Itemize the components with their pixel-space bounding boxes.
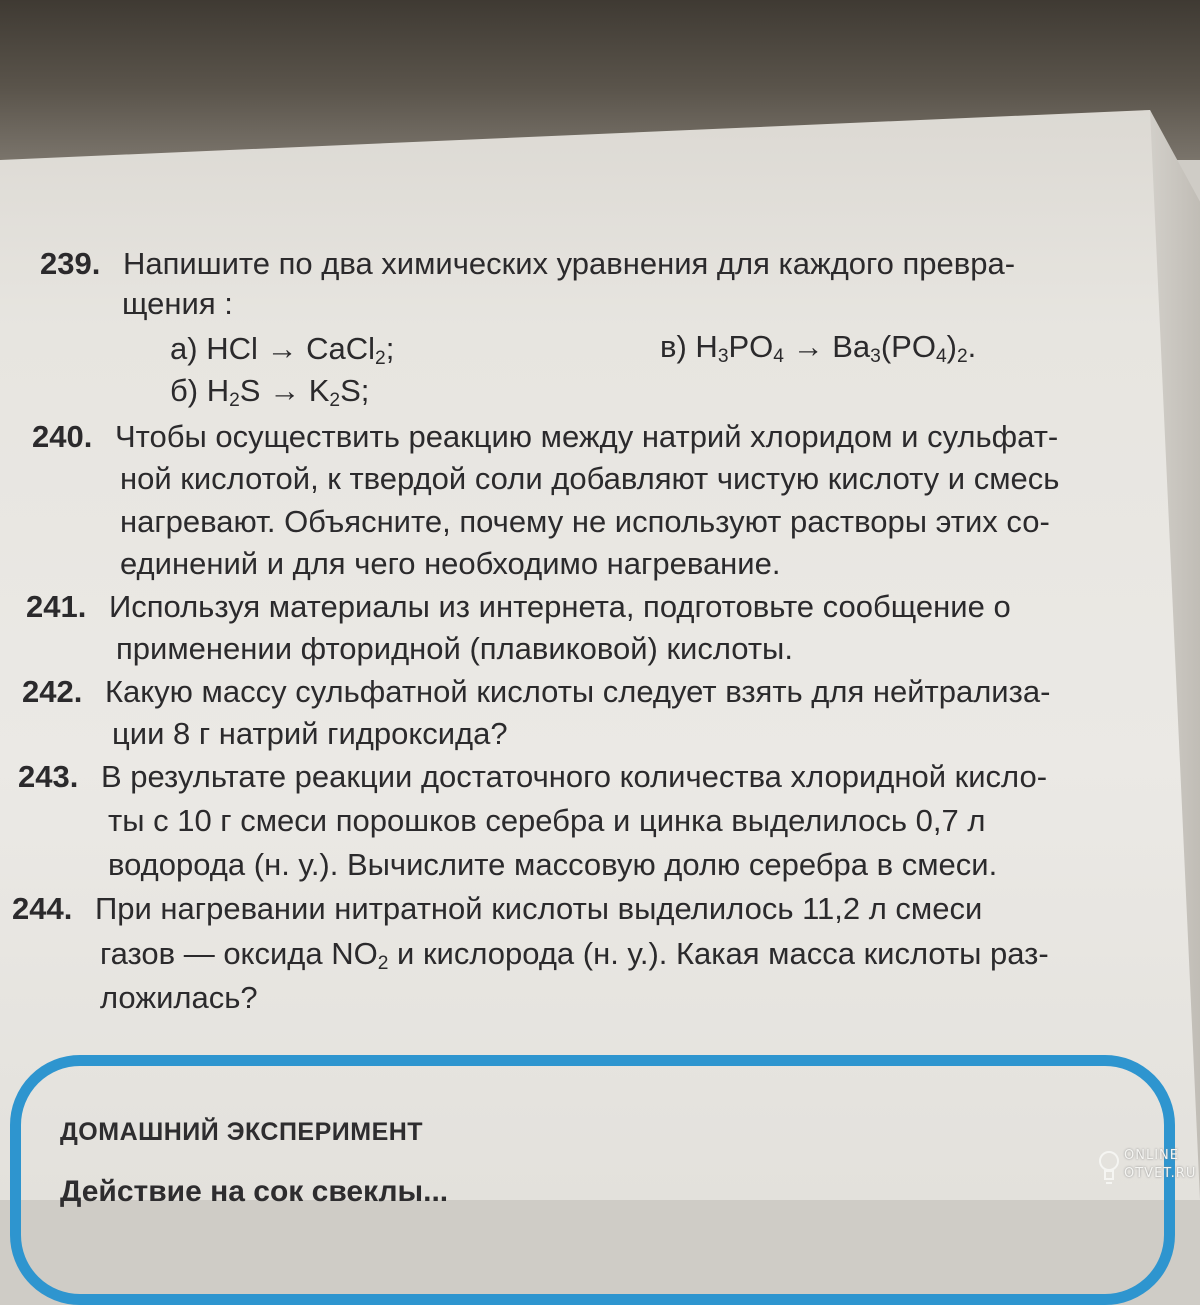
problem-240-line-2: ной кислотой, к твердой соли добавляют чистую кислоту и смесь xyxy=(120,461,1060,496)
problem-number: 244. xyxy=(12,891,73,926)
lightbulb-icon xyxy=(1098,1150,1120,1186)
watermark xyxy=(1098,1142,1198,1196)
problem-text: газов — оксида NO xyxy=(100,936,378,971)
problem-242-line-1 xyxy=(22,673,1050,710)
problem-243-line-1 xyxy=(18,758,1047,795)
problem-244-line-1 xyxy=(12,890,982,927)
problem-text: Напишите по два химических уравнения для каждого превра- xyxy=(122,246,1016,281)
subscript: 2 xyxy=(377,952,389,974)
formula-product: $K_2S$; xyxy=(308,373,370,411)
problem-244-line-2 xyxy=(100,935,1049,972)
problem-241-line-1 xyxy=(26,588,1011,625)
formula-v xyxy=(660,328,976,365)
problem-number: 240. xyxy=(32,419,93,454)
formula-b xyxy=(170,372,369,409)
problem-244-line-3: ложилась? xyxy=(100,980,258,1015)
problem-240-line-3: нагревают. Объясните, почему не используют растворы этих со- xyxy=(120,504,1050,539)
problem-243-line-2: ты с 10 г смеси порошков серебра и цинка выделилось 0,7 л xyxy=(108,803,986,838)
problem-number: 241. xyxy=(26,589,87,624)
formula-product: $Ba_3(PO_4)_2$. xyxy=(832,329,977,367)
item-label: в) xyxy=(660,329,687,364)
problem-number: 242. xyxy=(22,674,83,709)
problem-240-line-1 xyxy=(32,418,1058,455)
formula-a xyxy=(170,330,394,367)
problem-239-line-2 xyxy=(122,285,233,322)
arrow-icon: → xyxy=(269,373,301,408)
formula-reactant: $H_2S$ xyxy=(206,373,261,411)
arrow-icon: → xyxy=(792,329,824,364)
home-experiment-title: ДОМАШНИЙ ЭКСПЕРИМЕНТ xyxy=(60,1118,424,1146)
formula-product: CaCl$_2$; xyxy=(306,331,395,369)
item-label: б) xyxy=(170,373,199,408)
problem-240-line-4: единений и для чего необходимо нагревание. xyxy=(120,546,781,581)
problem-text: При нагревании нитратной кислоты выделилось 11,2 л смеси xyxy=(94,891,983,926)
home-experiment-subtitle: Действие на сок свеклы... xyxy=(60,1175,449,1208)
problem-number: 239. xyxy=(40,246,101,281)
watermark-text: OTVET.RU xyxy=(1124,1166,1197,1181)
watermark-text: ONLINE xyxy=(1124,1148,1179,1163)
formula-reactant: $H_3PO_4$ xyxy=(695,329,784,367)
problem-text: и кислорода (н. у.). Какая масса кислоты раз- xyxy=(388,936,1049,971)
problem-241-line-2: применении фторидной (плавиковой) кислоты. xyxy=(116,631,793,666)
problem-text: щения : xyxy=(122,286,233,321)
item-label: а) xyxy=(170,331,198,366)
problem-number: 243. xyxy=(18,759,79,794)
problem-text: Чтобы осуществить реакцию между натрий хлоридом и сульфат- xyxy=(114,419,1059,454)
formula-reactant: HCl xyxy=(206,331,258,366)
arrow-icon: → xyxy=(266,331,298,366)
problem-text: В результате реакции достаточного количества хлоридной кисло- xyxy=(100,759,1048,794)
problem-243-line-3: водорода (н. у.). Вычислите массовую долю серебра в смеси. xyxy=(108,847,998,882)
problem-242-line-2: ции 8 г натрий гидроксида? xyxy=(112,716,508,751)
problem-text: Какую массу сульфатной кислоты следует взять для нейтрализа- xyxy=(104,674,1051,709)
problem-239-line-1 xyxy=(40,245,1015,282)
problem-text: Используя материалы из интернета, подготовьте сообщение о xyxy=(108,589,1011,624)
